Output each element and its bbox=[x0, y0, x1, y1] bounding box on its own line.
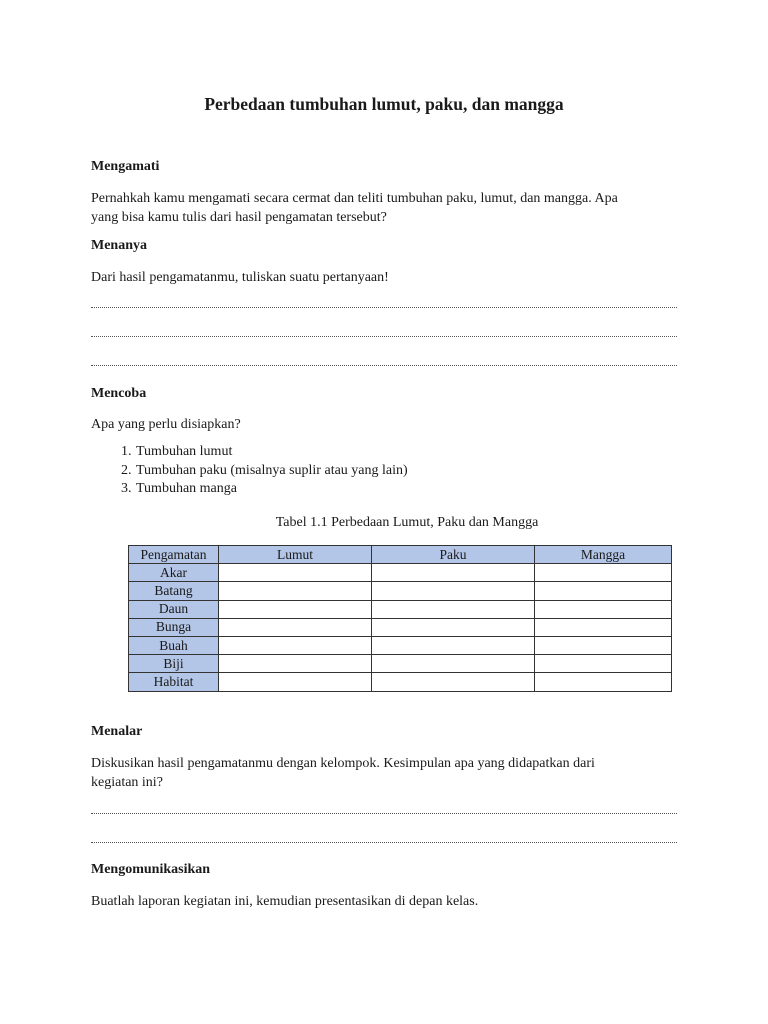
table-cell[interactable] bbox=[535, 655, 672, 673]
table-cell[interactable] bbox=[219, 600, 372, 618]
heading-mencoba: Mencoba bbox=[91, 386, 147, 401]
table-row bbox=[129, 636, 672, 654]
paragraph-line: yang bisa kamu tulis dari hasil pengamatan tersebut? bbox=[91, 210, 387, 225]
page-title: Perbedaan tumbuhan lumut, paku, dan mangga bbox=[204, 94, 564, 114]
table-cell[interactable] bbox=[219, 636, 372, 654]
table-cell[interactable] bbox=[535, 618, 672, 636]
header-pengamatan: Pengamatan bbox=[129, 546, 219, 564]
table-cell[interactable] bbox=[219, 564, 372, 582]
header-mangga: Mangga bbox=[535, 546, 672, 564]
table-cell[interactable] bbox=[535, 564, 672, 582]
table-row bbox=[129, 600, 672, 618]
table-cell[interactable] bbox=[372, 564, 535, 582]
paragraph-line: Diskusikan hasil pengamatanmu dengan kelompok. Kesimpulan apa yang didapatkan dari bbox=[91, 756, 595, 771]
table-cell[interactable] bbox=[535, 636, 672, 654]
answer-line[interactable] bbox=[91, 842, 677, 843]
list-item: 3. Tumbuhan manga bbox=[135, 480, 408, 499]
paragraph-menanya: Dari hasil pengamatanmu, tuliskan suatu pertanyaan! bbox=[91, 270, 389, 285]
answer-line[interactable] bbox=[91, 365, 677, 366]
paragraph-menalar bbox=[91, 754, 691, 792]
table-cell[interactable] bbox=[219, 618, 372, 636]
row-label: Buah bbox=[129, 636, 219, 654]
answer-line[interactable] bbox=[91, 307, 677, 308]
table-cell[interactable] bbox=[219, 673, 372, 691]
table-header-row bbox=[129, 546, 672, 564]
row-label: Daun bbox=[129, 600, 219, 618]
comparison-table bbox=[128, 545, 672, 692]
heading-mengomunikasikan: Mengomunikasikan bbox=[91, 862, 211, 877]
row-label: Habitat bbox=[129, 673, 219, 691]
table-row bbox=[129, 564, 672, 582]
list-item: 2. Tumbuhan paku (misalnya suplir atau yang lain) bbox=[135, 462, 408, 481]
heading-menanya: Menanya bbox=[91, 238, 147, 253]
table-row bbox=[129, 673, 672, 691]
table-row bbox=[129, 618, 672, 636]
table-cell[interactable] bbox=[219, 582, 372, 600]
row-label: Bunga bbox=[129, 618, 219, 636]
table-cell[interactable] bbox=[372, 582, 535, 600]
table-cell[interactable] bbox=[372, 600, 535, 618]
paragraph-mengamati bbox=[91, 189, 691, 227]
row-label: Akar bbox=[129, 564, 219, 582]
table-cell[interactable] bbox=[372, 636, 535, 654]
answer-line[interactable] bbox=[91, 336, 677, 337]
header-paku: Paku bbox=[372, 546, 535, 564]
paragraph-mencoba: Apa yang perlu disiapkan? bbox=[91, 417, 241, 432]
row-label: Biji bbox=[129, 655, 219, 673]
paragraph-mengomunikasikan: Buatlah laporan kegiatan ini, kemudian presentasikan di depan kelas. bbox=[91, 894, 479, 909]
header-lumut: Lumut bbox=[219, 546, 372, 564]
heading-mengamati: Mengamati bbox=[91, 159, 160, 174]
paragraph-line: kegiatan ini? bbox=[91, 775, 163, 790]
materials-list bbox=[91, 443, 408, 499]
row-label: Batang bbox=[129, 582, 219, 600]
table-cell[interactable] bbox=[535, 600, 672, 618]
table-cell[interactable] bbox=[372, 673, 535, 691]
table-cell[interactable] bbox=[535, 582, 672, 600]
answer-line[interactable] bbox=[91, 813, 677, 814]
heading-menalar: Menalar bbox=[91, 724, 143, 739]
table-cell[interactable] bbox=[372, 655, 535, 673]
paragraph-line: Pernahkah kamu mengamati secara cermat dan teliti tumbuhan paku, lumut, dan mangga. Apa bbox=[91, 191, 618, 206]
table-cell[interactable] bbox=[219, 655, 372, 673]
table-cell[interactable] bbox=[535, 673, 672, 691]
table-cell[interactable] bbox=[372, 618, 535, 636]
table-row bbox=[129, 582, 672, 600]
table-caption: Tabel 1.1 Perbedaan Lumut, Paku dan Mangga bbox=[275, 515, 539, 530]
table-row bbox=[129, 655, 672, 673]
list-item: 1. Tumbuhan lumut bbox=[135, 443, 408, 462]
